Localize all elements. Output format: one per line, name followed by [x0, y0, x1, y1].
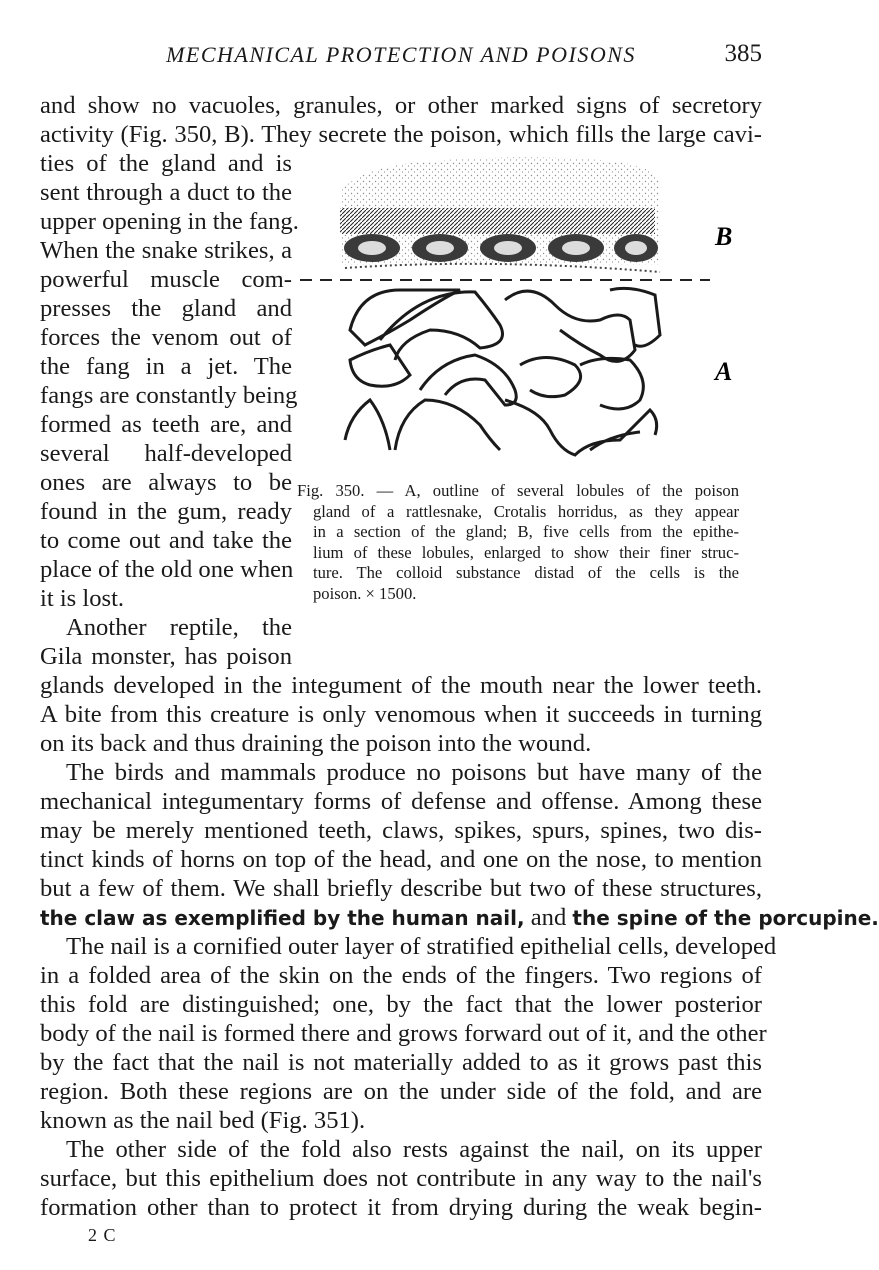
- text-line: mechanical integumentary forms of defense and offense. Among these: [40, 788, 762, 815]
- text-line: ones are always to be: [40, 469, 292, 496]
- bold-spine: the spine of the porcupine.: [572, 906, 879, 930]
- text-line: body of the nail is formed there and grows forward out of it, and the other: [40, 1020, 767, 1047]
- text-line: Gila monster, has poison: [40, 643, 292, 670]
- signature-mark: 2 C: [88, 1225, 117, 1245]
- caption-line: lium of these lobules, enlarged to show their finer struc-: [313, 542, 739, 562]
- text-line: forces the venom out of: [40, 324, 292, 351]
- figure-350: [290, 150, 750, 490]
- bold-line: [40, 904, 879, 933]
- text-line: presses the gland and: [40, 295, 292, 322]
- epithelium-cells-b: [340, 157, 660, 272]
- text-line: several half-developed: [40, 440, 292, 467]
- text-line: in a folded area of the skin on the ends of the fingers. Two regions of: [40, 962, 762, 989]
- text-line: The nail is a cornified outer layer of stratified epithelial cells, developed: [66, 933, 777, 960]
- figure-label-a: A: [715, 357, 733, 386]
- page-number: 385: [724, 40, 762, 67]
- text-line: powerful muscle com-: [40, 266, 292, 293]
- text-line: The other side of the fold also rests against the nail, on its upper: [66, 1136, 762, 1163]
- text-line: ties of the gland and is: [40, 150, 292, 177]
- text-line: region. Both these regions are on the under side of the fold, and are: [40, 1078, 762, 1105]
- lobule-outlines-a: [345, 288, 660, 455]
- text-line: fangs are constantly being: [40, 382, 298, 409]
- caption-line: ture. The colloid substance distad of the cells is the: [313, 563, 739, 582]
- caption-line: poison. × 1500.: [313, 583, 417, 603]
- text-line: to come out and take the: [40, 527, 292, 554]
- text-line: A bite from this creature is only venomous when it succeeds in turning: [40, 701, 762, 728]
- poison-gland-lobules-illustration: [290, 150, 750, 490]
- text-line: the fang in a jet. The: [40, 353, 292, 380]
- text-line: formation other than to protect it from drying during the weak begin-: [40, 1194, 762, 1221]
- figure-label-b: B: [715, 222, 733, 251]
- caption-line: in a section of the gland; B, five cells from the epithe-: [313, 522, 739, 541]
- text-line: may be merely mentioned teeth, claws, spikes, spurs, spines, two dis-: [40, 817, 762, 844]
- text-line: found in the gum, ready: [40, 498, 292, 525]
- bold-mid: and: [524, 904, 573, 931]
- text-line: it is lost.: [40, 585, 125, 612]
- caption-line: gland of a rattlesnake, Crotalis horridus, as they appear: [313, 501, 739, 521]
- text-line: and show no vacuoles, granules, or other marked signs of secretory: [40, 92, 762, 119]
- text-line: by the fact that the nail is not materially added to as it grows past this: [40, 1049, 762, 1076]
- text-line: place of the old one when: [40, 556, 294, 583]
- text-line: Another reptile, the: [66, 614, 292, 641]
- text-line: formed as teeth are, and: [40, 411, 292, 438]
- text-line: but a few of them. We shall briefly describe but two of these structures,: [40, 875, 762, 902]
- text-line: surface, but this epithelium does not contribute in any way to the nail's: [40, 1165, 762, 1192]
- page-header: [40, 38, 762, 72]
- text-line: this fold are distinguished; one, by the fact that the lower posterior: [40, 991, 762, 1018]
- text-line: sent through a duct to the: [40, 179, 292, 206]
- figure-caption: [297, 481, 739, 604]
- text-line: upper opening in the fang.: [40, 208, 299, 235]
- text-line: The birds and mammals produce no poisons but have many of the: [66, 759, 762, 786]
- text-line: When the snake strikes, a: [40, 237, 292, 264]
- bold-claw: the claw as exemplified by the human nail,: [40, 906, 525, 930]
- caption-line: Fig. 350. — A, outline of several lobules of the poison: [297, 481, 739, 500]
- running-title: MECHANICAL PROTECTION AND POISONS: [166, 42, 636, 67]
- text-line: known as the nail bed (Fig. 351).: [40, 1107, 366, 1134]
- text-line: on its back and thus draining the poison into the wound.: [40, 730, 592, 757]
- text-line: activity (Fig. 350, B). They secrete the poison, which fills the large cavi-: [40, 121, 762, 148]
- text-line: glands developed in the integument of the mouth near the lower teeth.: [40, 672, 762, 699]
- text-line: tinct kinds of horns on top of the head, and one on the nose, to mention: [40, 846, 762, 873]
